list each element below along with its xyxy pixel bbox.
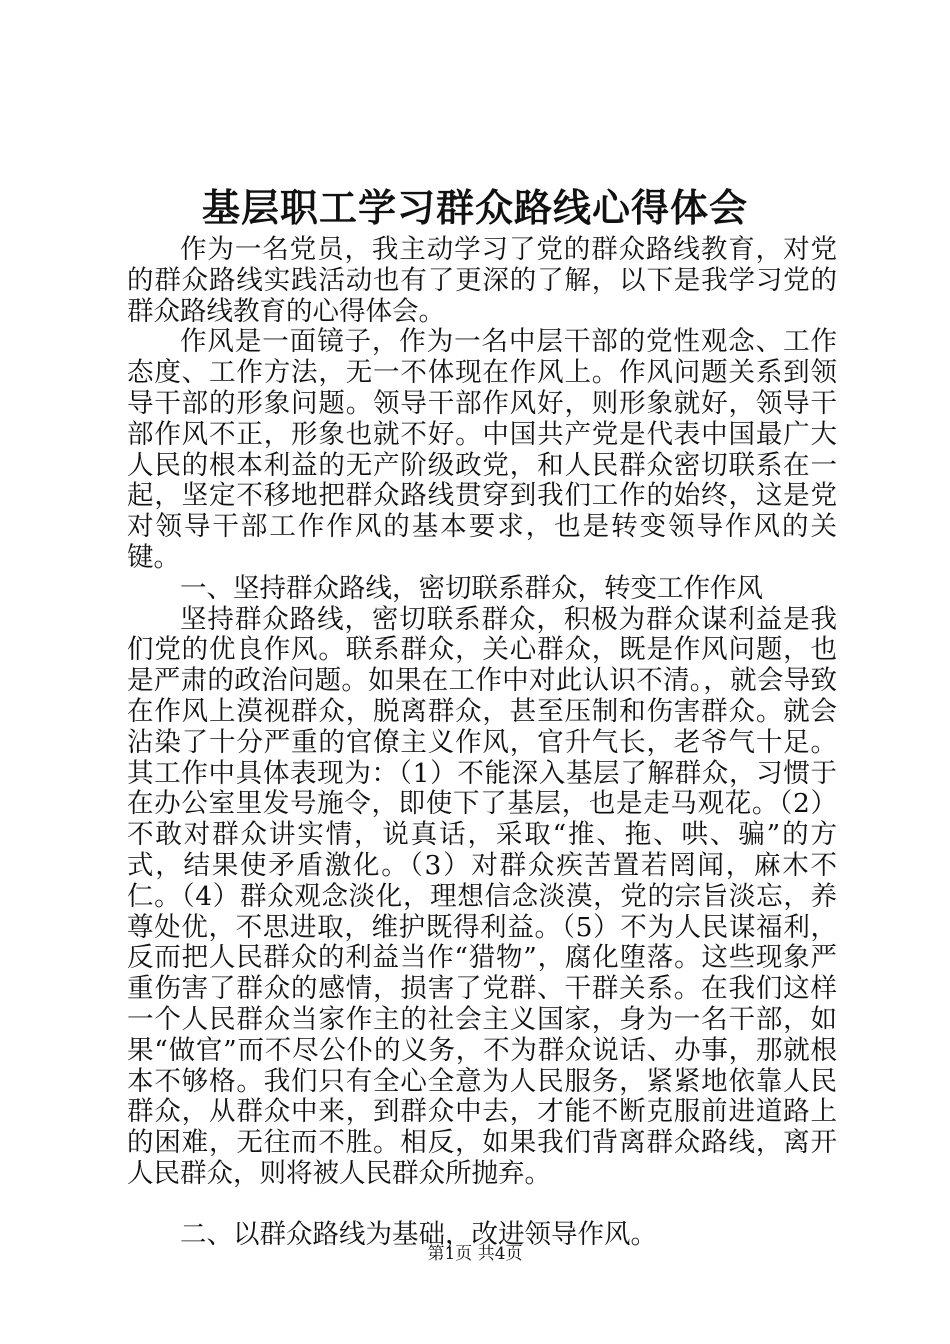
document-body bbox=[127, 235, 837, 1251]
page-number-footer: 第1页 共4页 bbox=[427, 1244, 523, 1264]
section-heading-1: 一、坚持群众路线，密切联系群众，转变工作作风 bbox=[180, 572, 763, 604]
paragraph-intro: 作为一名党员，我主动学习了党的群众路线教育，对党的群众路线实践活动也有了更深的了解，以下是我学习党的群众路线教育的心得体会。 bbox=[127, 234, 837, 327]
document-title: 基层职工学习群众路线心得体会 bbox=[201, 185, 748, 230]
section-heading-2: 二、以群众路线为基础，改进领导作风。 bbox=[180, 1218, 657, 1250]
paragraph-style-mirror: 作风是一面镜子，作为一名中层干部的党性观念、工作态度、工作方法，无一不体现在作风上。作风问题关系到领导干部的形象问题。领导干部作风好，则形象就好，领导干部作风不正，形象也就不好。中国共产党是代表中国最广大人民的根本利益的无产阶级政党，和人民群众密切联系在一起，坚定不移地把群众路线贯穿到我们工作的始终，这是党对领导干部工作作风的基本要求，也是转变领导作风的关键。 bbox=[127, 326, 837, 573]
paragraph-mass-line: 坚持群众路线，密切联系群众，积极为群众谋利益是我们党的优良作风。联系群众，关心群众，既是作风问题，也是严肃的政治问题。如果在工作中对此认识不清。，就会导致在作风上漠视群众，脱离群众，甚至压制和伤害群众。就会沾染了十分严重的官僚主义作风，官升气长，老爷气十足。其工作中具体表现为：（1）不能深入基层了解群众，习惯于在办公室里发号施令，即使下了基层，也是走马观花。（2）不敢对群众讲实情，说真话，采取“推、拖、哄、骗”的方式，结果使矛盾激化。（3）对群众疾苦置若罔闻，麻木不仁。（4）群众观念淡化，理想信念淡漠，党的宗旨淡忘，养尊处优，不思进取，维护既得利益。（5）不为人民谋福利，反而把人民群众的利益当作“猎物”，腐化堕落。这些现象严重伤害了群众的感情，损害了党群、干群关系。在我们这样一个人民群众当家作主的社会主义国家，身为一名干部，如果“做官”而不尽公仆的义务，不为群众说话、办事，那就根本不够格。我们只有全心全意为人民服务，紧紧地依靠人民群众，从群众中来，到群众中去，才能不断克服前进道路上的困难，无往而不胜。相反，如果我们背离群众路线，离开人民群众，则将被人民群众所抛弃。 bbox=[127, 603, 837, 1189]
